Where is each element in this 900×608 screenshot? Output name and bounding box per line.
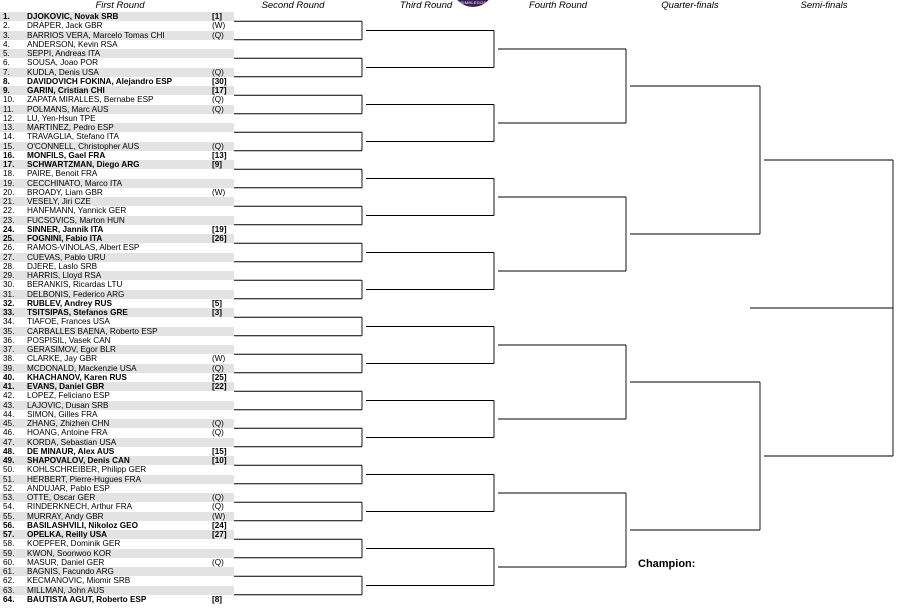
player-name: SIMON, Gilles FRA xyxy=(27,409,98,419)
player-num: 59. xyxy=(3,548,15,558)
champion-label: Champion: xyxy=(638,558,696,570)
player-name: ZHANG, Zhizhen CHN xyxy=(27,419,110,428)
player-num: 42. xyxy=(3,391,15,401)
player-tag: [30] xyxy=(212,76,227,86)
player-tag: (Q) xyxy=(212,428,224,438)
player-name: SINNER, Jannik ITA xyxy=(27,224,104,234)
player-name: MURRAY, Andy GBR xyxy=(27,511,104,521)
player-name: POSPISIL, Vasek CAN xyxy=(27,335,111,345)
player-num: 43. xyxy=(3,400,15,410)
player-num: 33. xyxy=(3,308,15,317)
player-num: 41. xyxy=(3,382,15,391)
player-num: 13. xyxy=(3,123,15,132)
player-tag: [27] xyxy=(212,530,227,539)
player-num: 11. xyxy=(3,104,14,114)
player-num: 40. xyxy=(3,372,15,382)
player-name: HOANG, Antoine FRA xyxy=(27,428,108,438)
player-num: 35. xyxy=(3,326,15,336)
player-tag: (W) xyxy=(212,21,226,31)
player-name: RINDERKNECH, Arthur FRA xyxy=(27,502,133,512)
round-header-first: First Round xyxy=(95,0,145,11)
player-tag: (Q) xyxy=(212,493,224,502)
player-tag: [5] xyxy=(212,298,223,308)
player-num: 56. xyxy=(3,520,15,530)
player-tag: (Q) xyxy=(212,141,224,151)
player-num: 9. xyxy=(3,86,10,95)
player-num: 6. xyxy=(3,58,10,68)
player-tag: [8] xyxy=(212,594,223,604)
player-name: DJOKOVIC, Novak SRB xyxy=(27,12,119,21)
player-tag: [9] xyxy=(212,160,223,169)
player-num: 38. xyxy=(3,354,15,364)
player-num: 19. xyxy=(3,178,15,188)
player-name: DJERE, Laslo SRB xyxy=(27,261,98,271)
player-name: MARTINEZ, Pedro ESP xyxy=(27,123,114,132)
player-name: DELBONIS, Federico ARG xyxy=(27,289,125,299)
player-name: CARBALLES BAENA, Roberto ESP xyxy=(27,326,158,336)
player-tag: (Q) xyxy=(212,557,224,567)
player-name: FUCSOVICS, Marton HUN xyxy=(27,215,125,225)
player-tag: (Q) xyxy=(212,104,224,114)
player-name: KHACHANOV, Karen RUS xyxy=(27,372,127,382)
player-name: KOEPFER, Dominik GER xyxy=(27,539,121,549)
player-num: 45. xyxy=(3,419,15,428)
player-tag: [17] xyxy=(212,86,227,95)
player-num: 50. xyxy=(3,465,15,475)
player-tag: [26] xyxy=(212,234,227,243)
player-name: CLARKE, Jay GBR xyxy=(27,354,98,364)
player-num: 22. xyxy=(3,206,15,216)
player-name: LU, Yen-Hsun TPE xyxy=(27,113,96,123)
logo-text: WIMBLEDON xyxy=(459,0,487,5)
player-tag: (Q) xyxy=(212,67,224,77)
player-tag: [1] xyxy=(212,12,223,21)
player-num: 63. xyxy=(3,585,15,595)
player-tag: (Q) xyxy=(212,95,224,105)
player-name: SHAPOVALOV, Denis CAN xyxy=(27,456,130,465)
player-name: ANDUJAR, Pablo ESP xyxy=(27,483,110,493)
player-num: 46. xyxy=(3,428,15,438)
player-name: HERBERT, Pierre-Hugues FRA xyxy=(27,474,142,484)
player-name: LOPEZ, Feliciano ESP xyxy=(27,391,110,401)
player-num: 47. xyxy=(3,437,15,447)
round-header-quarter: Quarter-finals xyxy=(661,0,719,11)
player-num: 25. xyxy=(3,234,15,243)
player-num: 44. xyxy=(3,409,15,419)
player-tag: [15] xyxy=(212,446,227,456)
player-name: BERANKIS, Ricardas LTU xyxy=(27,280,123,290)
player-tag: (Q) xyxy=(212,502,224,512)
player-num: 5. xyxy=(3,49,10,58)
player-tag: [24] xyxy=(212,520,227,530)
player-tag: [10] xyxy=(212,456,227,465)
player-name: KWON, Soonwoo KOR xyxy=(27,548,112,558)
player-tag: [3] xyxy=(212,308,223,317)
player-num: 55. xyxy=(3,511,15,521)
player-name: TSITSIPAS, Stefanos GRE xyxy=(27,308,128,317)
player-name: DE MINAUR, Alex AUS xyxy=(27,446,115,456)
player-num: 10. xyxy=(3,95,15,105)
player-num: 53. xyxy=(3,493,15,502)
player-name: O'CONNELL, Christopher AUS xyxy=(27,141,140,151)
player-name: CUEVAS, Pablo URU xyxy=(27,252,106,262)
player-name: LAJOVIC, Dusan SRB xyxy=(27,400,109,410)
player-name: VESELY, Jiri CZE xyxy=(27,197,91,206)
player-tag: [22] xyxy=(212,382,227,391)
player-name: CECCHINATO, Marco ITA xyxy=(27,178,123,188)
player-name: SCHWARTZMAN, Diego ARG xyxy=(27,160,140,169)
player-name: SEPPI, Andreas ITA xyxy=(27,49,101,58)
player-name: ANDERSON, Kevin RSA xyxy=(27,39,118,49)
player-num: 1. xyxy=(3,12,10,21)
round-header-second: Second Round xyxy=(261,0,325,11)
player-num: 51. xyxy=(3,474,15,484)
player-num: 29. xyxy=(3,271,15,280)
player-name: FOGNINI, Fabio ITA xyxy=(27,234,103,243)
player-num: 12. xyxy=(3,113,15,123)
player-name: MILLMAN, John AUS xyxy=(27,585,105,595)
player-name: HANFMANN, Yannick GER xyxy=(27,206,127,216)
player-num: 34. xyxy=(3,317,15,327)
player-num: 23. xyxy=(3,215,15,225)
player-name: RAMOS-VINOLAS, Albert ESP xyxy=(27,243,140,253)
player-num: 15. xyxy=(3,141,15,151)
player-name: POLMANS, Marc AUS xyxy=(27,104,109,114)
player-name: EVANS, Daniel GBR xyxy=(27,382,105,391)
player-name: KUDLA, Denis USA xyxy=(27,67,99,77)
player-num: 18. xyxy=(3,169,15,179)
player-num: 20. xyxy=(3,187,15,197)
player-name: BARRIOS VERA, Marcelo Tomas CHI xyxy=(27,30,165,40)
player-name: MASUR, Daniel GER xyxy=(27,557,105,567)
player-tag: (Q) xyxy=(212,419,224,428)
player-num: 2. xyxy=(3,21,10,31)
player-name: GARIN, Cristian CHI xyxy=(27,86,105,95)
player-num: 26. xyxy=(3,243,15,253)
player-num: 57. xyxy=(3,530,15,539)
player-num: 28. xyxy=(3,261,15,271)
player-name: DAVIDOVICH FOKINA, Alejandro ESP xyxy=(27,76,173,86)
player-num: 48. xyxy=(3,446,15,456)
player-num: 8. xyxy=(3,76,10,86)
player-num: 24. xyxy=(3,224,15,234)
player-tag: (W) xyxy=(212,354,226,364)
player-name: MCDONALD, Mackenzie USA xyxy=(27,363,137,373)
player-tag: (Q) xyxy=(212,363,224,373)
player-name: BAGNIS, Facundo ARG xyxy=(27,567,114,576)
player-name: GERASIMOV, Egor BLR xyxy=(27,345,116,354)
player-num: 3. xyxy=(3,30,10,40)
player-name: PAIRE, Benoit FRA xyxy=(27,169,98,179)
player-num: 64. xyxy=(3,594,15,604)
player-num: 36. xyxy=(3,335,15,345)
player-name: MONFILS, Gael FRA xyxy=(27,150,106,160)
player-name: KOHLSCHREIBER, Philipp GER xyxy=(27,465,147,475)
player-num: 30. xyxy=(3,280,15,290)
player-num: 32. xyxy=(3,298,15,308)
player-tag: (W) xyxy=(212,187,226,197)
player-num: 62. xyxy=(3,576,15,586)
player-num: 37. xyxy=(3,345,15,354)
player-name: TRAVAGLIA, Stefano ITA xyxy=(27,132,119,142)
player-name: BROADY, Liam GBR xyxy=(27,187,103,197)
player-name: DRAPER, Jack GBR xyxy=(27,21,103,31)
player-num: 61. xyxy=(3,567,15,576)
player-num: 17. xyxy=(3,160,15,169)
round-header-fourth: Fourth Round xyxy=(528,0,588,11)
player-name: OTTE, Oscar GER xyxy=(27,493,96,502)
player-name: BASILASHVILI, Nikoloz GEO xyxy=(27,520,138,530)
player-tag: (W) xyxy=(212,511,226,521)
player-name: ZAPATA MIRALLES, Bernabe ESP xyxy=(27,95,154,105)
player-name: KECMANOVIC, Miomir SRB xyxy=(27,576,131,586)
player-num: 60. xyxy=(3,557,15,567)
player-num: 39. xyxy=(3,363,15,373)
player-tag: [13] xyxy=(212,150,227,160)
player-num: 21. xyxy=(3,197,15,206)
round-header-third: Third Round xyxy=(399,0,453,11)
player-name: RUBLEV, Andrey RUS xyxy=(27,298,112,308)
player-name: SOUSA, Joao POR xyxy=(27,58,98,68)
player-num: 16. xyxy=(3,150,15,160)
player-num: 49. xyxy=(3,456,15,465)
player-num: 7. xyxy=(3,67,10,77)
round-header-semi: Semi-finals xyxy=(800,0,848,11)
player-num: 52. xyxy=(3,483,15,493)
player-tag: [25] xyxy=(212,372,227,382)
player-name: BAUTISTA AGUT, Roberto ESP xyxy=(27,594,147,604)
player-num: 58. xyxy=(3,539,15,549)
player-num: 27. xyxy=(3,252,15,262)
player-tag: [19] xyxy=(212,224,227,234)
player-num: 14. xyxy=(3,132,15,142)
player-tag: (Q) xyxy=(212,30,224,40)
player-num: 54. xyxy=(3,502,15,512)
player-num: 31. xyxy=(3,289,15,299)
player-name: HARRIS, Lloyd RSA xyxy=(27,271,102,280)
player-name: TIAFOE, Frances USA xyxy=(27,317,110,327)
player-name: OPELKA, Reilly USA xyxy=(27,530,108,539)
player-num: 4. xyxy=(3,39,10,49)
player-name: KORDA, Sebastian USA xyxy=(27,437,117,447)
